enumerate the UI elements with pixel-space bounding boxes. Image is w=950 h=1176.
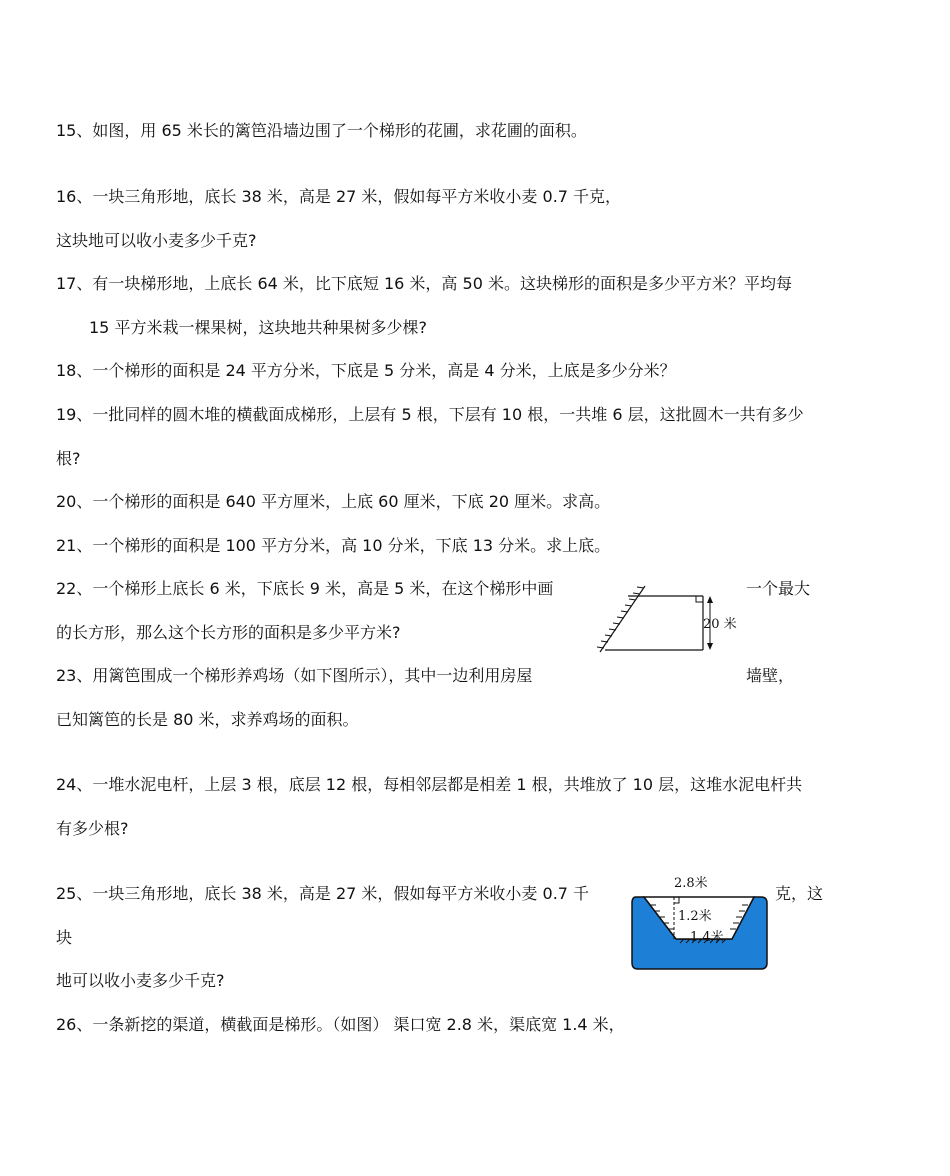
question-16-line2: 这块地可以收小麦多少千克? (56, 231, 257, 250)
question-19-line1: 19、一批同样的圆木堆的横截面成梯形，上层有 5 根，下层有 10 根，一共堆 6 层，这批圆木一共有多少 (56, 405, 804, 424)
question-24-line1: 24、一堆水泥电杆，上层 3 根，底层 12 根，每相邻层都是相差 1 根，共堆放了 10 层，这堆水泥电杆共 (56, 775, 803, 794)
figure2-top-label: 2.8米 (674, 876, 708, 891)
question-18: 18、一个梯形的面积是 24 平方分米，下底是 5 分米，高是 4 分米，上底是多少分米？ (56, 361, 676, 380)
question-22-line2: 的长方形，那么这个长方形的面积是多少平方米? (56, 623, 401, 642)
question-16-line1: 16、一块三角形地，底长 38 米，高是 27 米，假如每平方米收小麦 0.7 千克， (56, 187, 622, 206)
question-23-line2: 已知篱笆的长是 80 米，求养鸡场的面积。 (56, 710, 359, 729)
canal-cross-section-figure (628, 869, 773, 973)
question-26: 26、一条新挖的渠道，横截面是梯形。（如图） 渠口宽 2.8 米，渠底宽 1.4 米， (56, 1015, 625, 1034)
question-22-line1: 22、一个梯形上底长 6 米，下底长 9 米，高是 5 米，在这个梯形中画 (56, 579, 554, 598)
question-25-line3: 地可以收小麦多少千克? (56, 971, 225, 990)
question-15: 15、如图，用 65 米长的篱笆沿墙边围了一个梯形的花圃，求花圃的面积。 (56, 121, 587, 140)
question-19-line2: 根? (56, 449, 81, 468)
question-17-line2: 15 平方米栽一棵果树，这块地共种果树多少棵? (89, 318, 427, 337)
question-23-line1-tail: 墙壁， (746, 666, 795, 685)
question-22-line1-tail: 一个最大 (746, 579, 811, 598)
question-17-line1: 17、有一块梯形地，上底长 64 米，比下底短 16 米，高 50 米。这块梯形的面积是多少平方米？平均每 (56, 274, 792, 293)
question-24-line2: 有多少根? (56, 819, 129, 838)
figure2-height-label: 1.2米 (678, 909, 712, 924)
question-25-line2: 块 (56, 928, 73, 947)
figure2-bottom-label: 1.4米 (690, 930, 724, 945)
question-21: 21、一个梯形的面积是 100 平方分米，高 10 分米，下底 13 分米。求上底。 (56, 536, 611, 555)
question-20: 20、一个梯形的面积是 640 平方厘米，上底 60 厘米，下底 20 厘米。求高。 (56, 492, 611, 511)
trapezoid-wall-figure (590, 583, 750, 658)
figure1-height-label: 20 米 (703, 617, 737, 632)
question-25-line1: 25、一块三角形地，底长 38 米，高是 27 米，假如每平方米收小麦 0.7 千 (56, 884, 590, 903)
question-25-line1-tail: 克，这 (775, 884, 824, 903)
question-23-line1: 23、用篱笆围成一个梯形养鸡场（如下图所示），其中一边利用房屋 (56, 666, 533, 685)
